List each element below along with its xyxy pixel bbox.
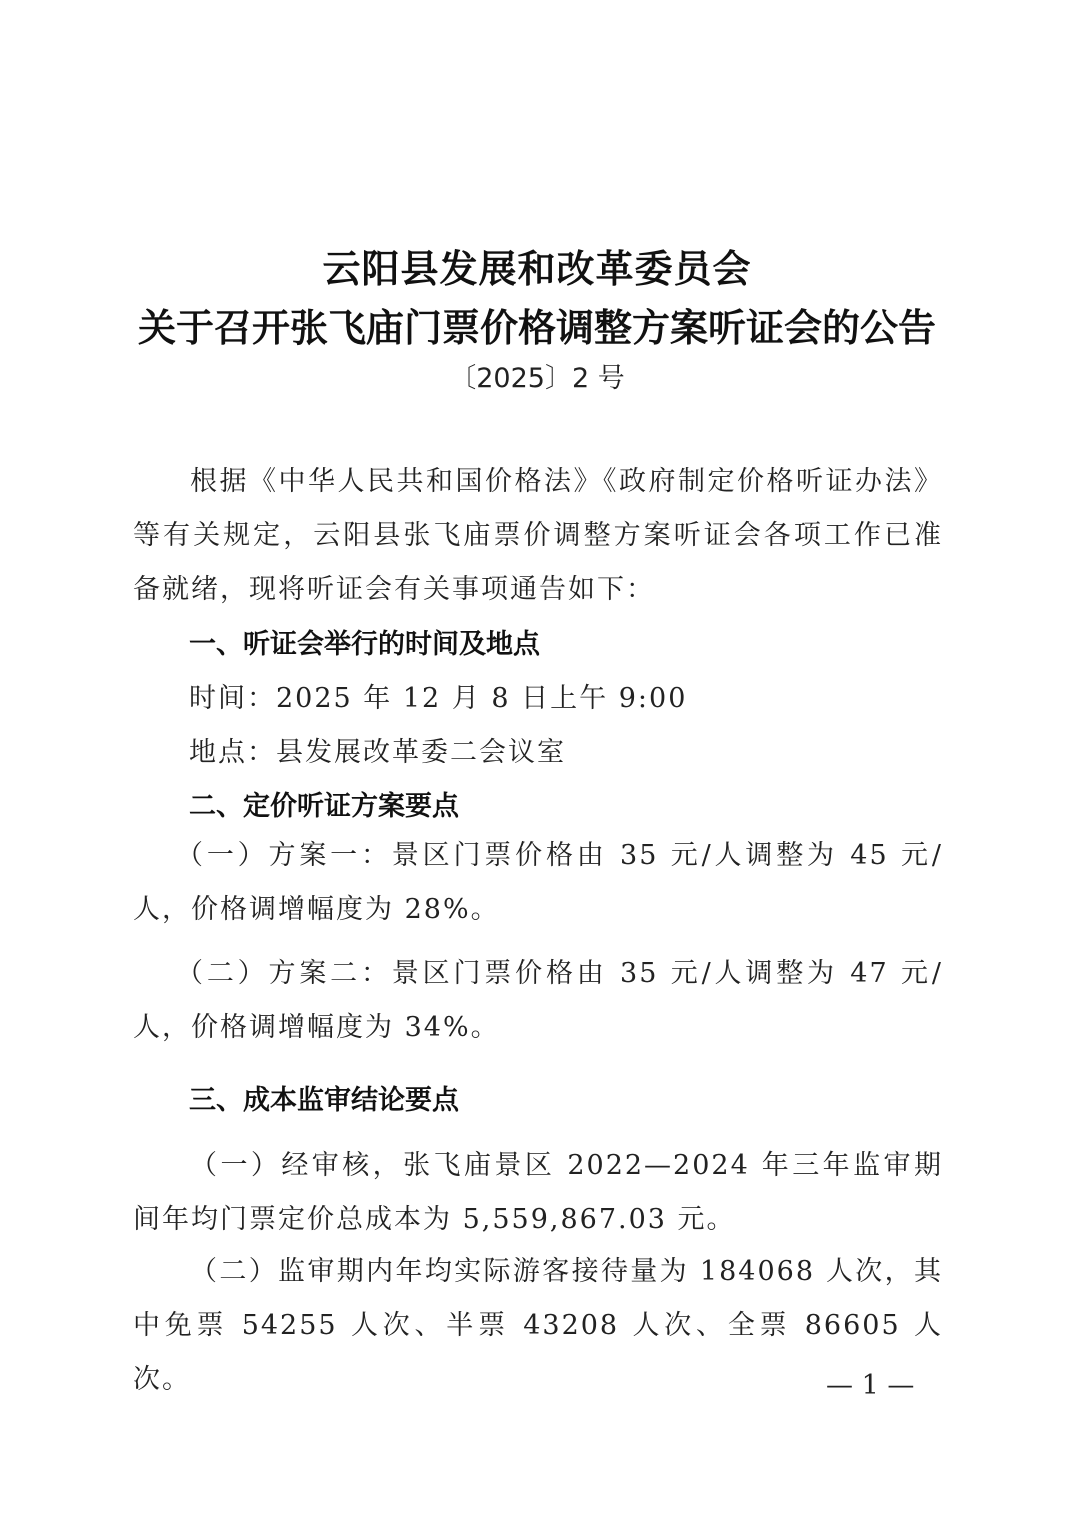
page-number: — 1 — [826, 1370, 915, 1401]
plan-2-paragraph: （二）方案二：景区门票价格由 35 元/人调整为 47 元/人，价格调增幅度为 34%。 [133, 958, 943, 1043]
audit-item-1: （一）经审核，张飞庙景区 2022—2024 年三年监审期间年均门票定价总成本为 5,559,867.03 元。 [133, 1150, 943, 1235]
meeting-place: 地点：县发展改革委二会议室 [189, 737, 566, 768]
section-3-heading: 三、成本监审结论要点 [189, 1085, 459, 1116]
intro-paragraph: 根据《中华人民共和国价格法》《政府制定价格听证办法》等有关规定，云阳县张飞庙票价调整方案听证会各项工作已准备就绪，现将听证会有关事项通告如下： [133, 466, 943, 605]
audit-item-2: （二）监审期内年均实际游客接待量为 184068 人次，其中免票 54255 人次、半票 43208 人次、全票 86605 人次。 [133, 1256, 943, 1395]
title-line-1: 云阳县发展和改革委员会 [322, 246, 752, 291]
section-2-heading: 二、定价听证方案要点 [189, 791, 459, 822]
meeting-time: 时间：2025 年 12 月 8 日上午 9:00 [189, 683, 688, 714]
plan-1-paragraph: （一）方案一：景区门票价格由 35 元/人调整为 45 元/人，价格调增幅度为 28%。 [133, 840, 943, 925]
section-1-heading: 一、听证会举行的时间及地点 [189, 629, 540, 660]
title-line-2: 关于召开张飞庙门票价格调整方案听证会的公告 [137, 305, 936, 350]
document-number: 〔2025〕2 号 [449, 363, 625, 394]
